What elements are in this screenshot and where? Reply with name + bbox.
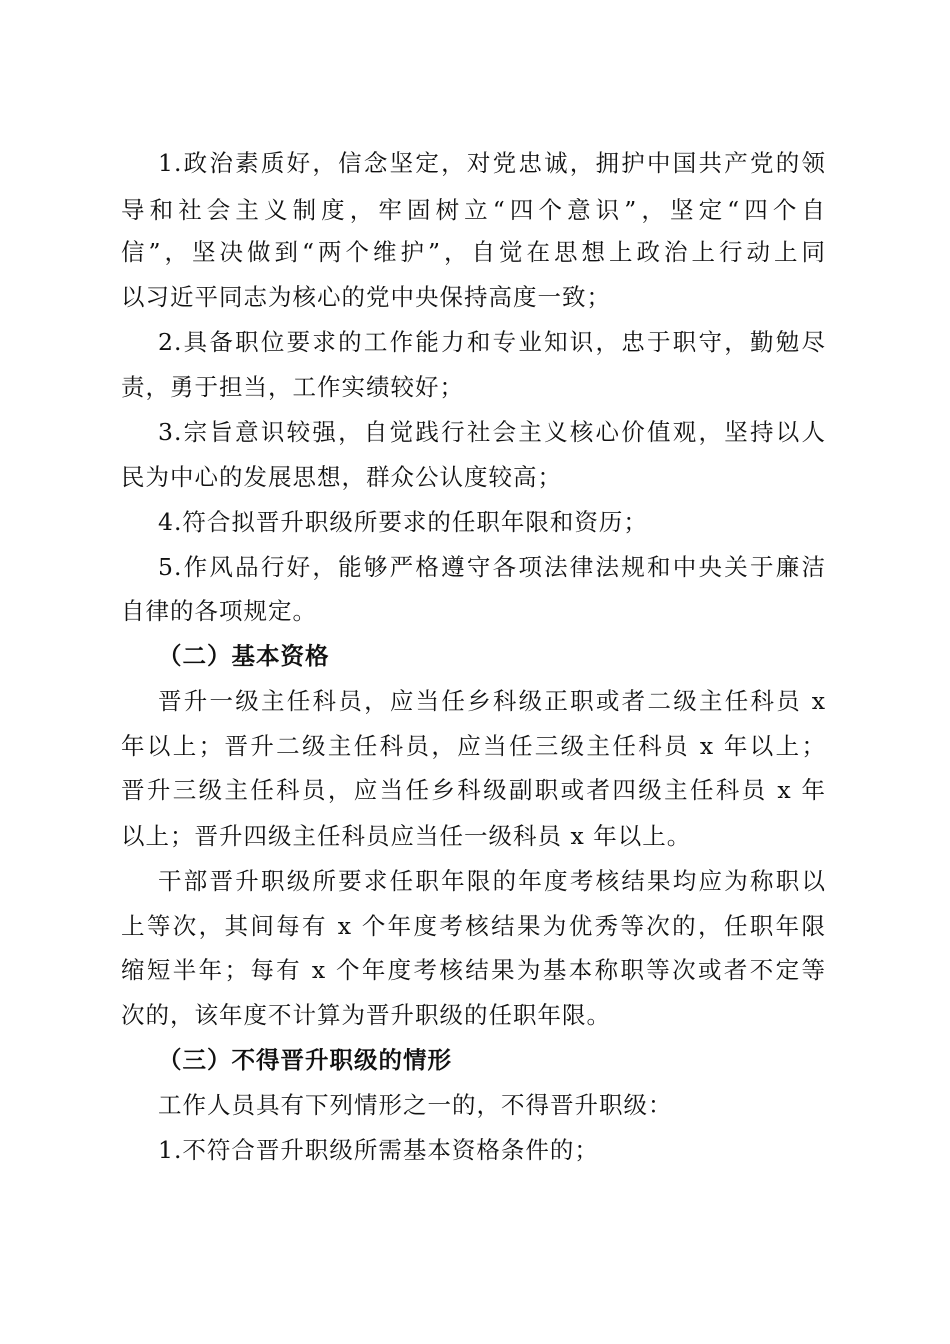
paragraph-line: 年以上；晋升二级主任科员，应当任三级主任科员 x 年以上； [121,732,826,760]
paragraph-line: 以上；晋升四级主任科员应当任一级科员 x 年以上。 [121,822,692,850]
paragraph-line: 次的，该年度不计算为晋升职级的任职年限。 [121,1001,611,1029]
paragraph-line: 晋升三级主任科员，应当任乡科级副职或者四级主任科员 x 年 [121,776,826,804]
paragraph-line: 5.作风品行好，能够严格遵守各项法律法规和中央关于廉洁 [158,553,826,581]
paragraph-line: 工作人员具有下列情形之一的，不得晋升职级： [158,1091,673,1119]
paragraph-line: 信”，坚决做到“两个维护”，自觉在思想上政治上行动上同 [121,238,826,266]
section-heading: （二）基本资格 [158,642,330,670]
paragraph-line: 民为中心的发展思想，群众公认度较高； [121,463,562,491]
paragraph-line: 3.宗旨意识较强，自觉践行社会主义核心价值观，坚持以人 [158,418,826,446]
paragraph-line: 4.符合拟晋升职级所要求的任职年限和资历； [158,508,648,536]
paragraph-line: 责，勇于担当，工作实绩较好； [121,373,464,401]
paragraph-line: 晋升一级主任科员，应当任乡科级正职或者二级主任科员 x [158,687,826,715]
paragraph-line: 1.政治素质好，信念坚定，对党忠诚，拥护中国共产党的领 [158,149,826,177]
paragraph-line: 以习近平同志为核心的党中央保持高度一致； [121,283,611,311]
paragraph-line: 缩短半年；每有 x 个年度考核结果为基本称职等次或者不定等 [121,956,826,984]
paragraph-line: 1.不符合晋升职级所需基本资格条件的； [158,1136,599,1164]
paragraph-line: 上等次，其间每有 x 个年度考核结果为优秀等次的，任职年限 [121,912,826,940]
section-heading: （三）不得晋升职级的情形 [158,1046,452,1074]
paragraph-line: 干部晋升职级所要求任职年限的年度考核结果均应为称职以 [158,867,826,895]
paragraph-line: 导和社会主义制度，牢固树立“四个意识”，坚定“四个自 [121,196,826,224]
paragraph-line: 自律的各项规定。 [121,597,317,625]
paragraph-line: 2.具备职位要求的工作能力和专业知识，忠于职守，勤勉尽 [158,328,826,356]
